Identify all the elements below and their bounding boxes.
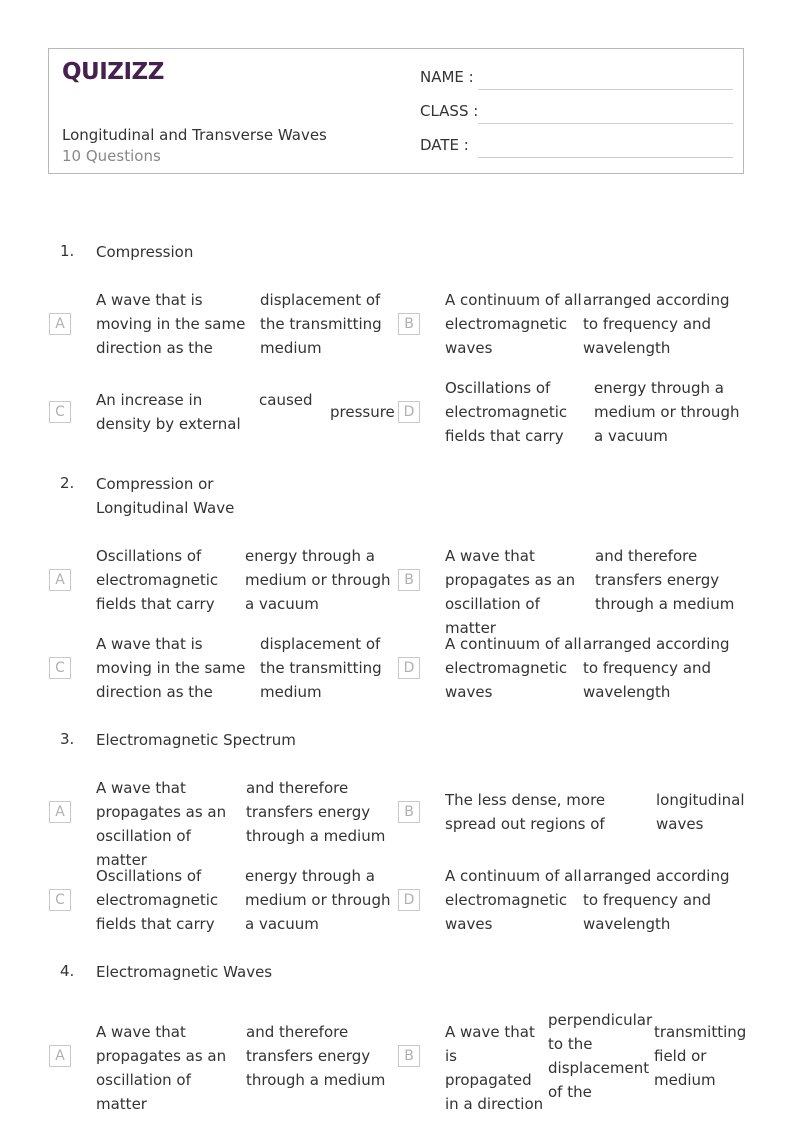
option-d-text-cont: energy through a medium or through a vacuum [594, 379, 740, 445]
option-b-text-cont: perpendicular to the displacement of the [548, 1011, 653, 1101]
class-field[interactable] [478, 123, 733, 124]
option-b-text: A continuum of all electromagnetic waves [445, 291, 582, 357]
option-a-box[interactable]: A [49, 1045, 71, 1067]
option-a-text-cont: and therefore transfers energy through a medium [246, 1023, 386, 1089]
option-d-box[interactable]: D [398, 889, 420, 911]
option-a-text: A wave that propagates as an oscillation of matter [96, 1023, 227, 1113]
option-c-box[interactable]: C [49, 657, 71, 679]
name-label: NAME : [420, 68, 474, 86]
name-field[interactable] [478, 89, 733, 90]
option-a-text-cont: displacement of the transmitting medium [260, 291, 382, 357]
question-text: Electromagnetic Spectrum [96, 731, 296, 749]
worksheet-title: Longitudinal and Transverse Waves [62, 126, 327, 144]
option-a-text: Oscillations of electromagnetic fields that carry [96, 547, 219, 613]
question-text: Compression or Longitudinal Wave [96, 475, 235, 517]
option-b-box[interactable]: B [398, 313, 420, 335]
option-a-box[interactable]: A [49, 801, 71, 823]
option-b-text: The less dense, more spread out regions of [445, 791, 606, 833]
option-c-text: Oscillations of electromagnetic fields that carry [96, 867, 219, 933]
date-field[interactable] [478, 157, 733, 158]
option-b-text-cont: and therefore transfers energy through a medium [595, 547, 735, 613]
question-count: 10 Questions [62, 147, 161, 165]
option-d-text: Oscillations of electromagnetic fields that carry [445, 379, 568, 445]
option-c-text: A wave that is moving in the same direction as the [96, 635, 246, 701]
option-d-box[interactable]: D [398, 401, 420, 423]
question-number: 1. [60, 242, 75, 260]
option-b-box[interactable]: B [398, 1045, 420, 1067]
option-c-text-end: pressure [330, 403, 395, 421]
question-text: Compression [96, 243, 194, 261]
option-b-text-end: transmitting field or medium [654, 1023, 747, 1089]
option-c-box[interactable]: C [49, 401, 71, 423]
option-c-text: An increase in density by external [96, 391, 241, 433]
class-label: CLASS : [420, 102, 479, 120]
option-b-text: A wave that propagates as an oscillation of matter [445, 547, 576, 637]
option-b-text-cont: longitudinal waves [656, 791, 745, 833]
quizizz-logo: QUIZIZZ [62, 59, 164, 85]
question-number: 3. [60, 730, 75, 748]
worksheet-header [48, 48, 744, 174]
option-d-text: A continuum of all electromagnetic waves [445, 635, 582, 701]
option-b-text-cont: arranged according to frequency and wavelength [583, 291, 730, 357]
option-c-text-cont: caused [259, 391, 313, 409]
option-b-box[interactable]: B [398, 569, 420, 591]
option-c-box[interactable]: C [49, 889, 71, 911]
option-d-text-cont: arranged according to frequency and wavelength [583, 635, 730, 701]
option-c-text-cont: energy through a medium or through a vacuum [245, 867, 391, 933]
option-d-box[interactable]: D [398, 657, 420, 679]
option-c-text-cont: displacement of the transmitting medium [260, 635, 382, 701]
option-a-text-cont: and therefore transfers energy through a medium [246, 779, 386, 845]
option-d-text-cont: arranged according to frequency and wavelength [583, 867, 730, 933]
question-number: 4. [60, 962, 75, 980]
question-number: 2. [60, 474, 75, 492]
option-b-box[interactable]: B [398, 801, 420, 823]
date-label: DATE : [420, 136, 469, 154]
option-a-text: A wave that is moving in the same direction as the [96, 291, 246, 357]
option-b-text: A wave that is propagated in a direction [445, 1023, 544, 1113]
option-a-text-cont: energy through a medium or through a vacuum [245, 547, 391, 613]
option-d-text: A continuum of all electromagnetic waves [445, 867, 582, 933]
question-text: Electromagnetic Waves [96, 963, 273, 981]
option-a-text: A wave that propagates as an oscillation of matter [96, 779, 227, 869]
option-a-box[interactable]: A [49, 313, 71, 335]
option-a-box[interactable]: A [49, 569, 71, 591]
